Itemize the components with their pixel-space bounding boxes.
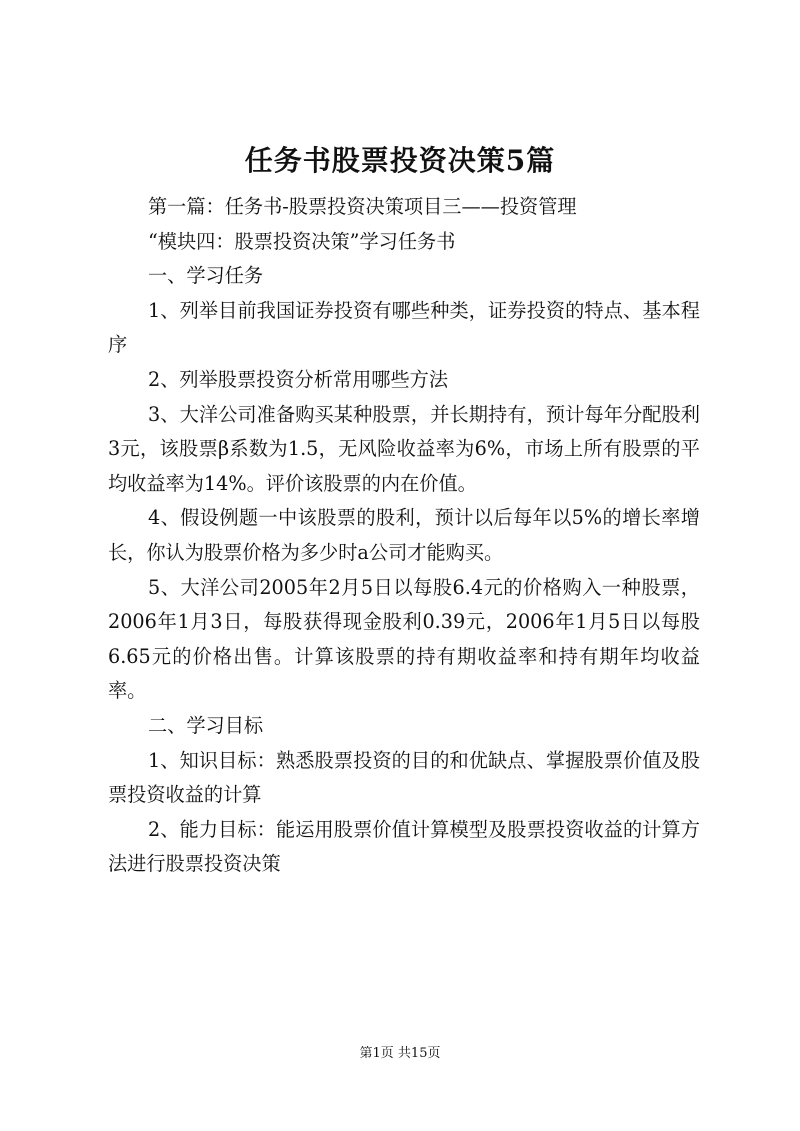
paragraph: 第一篇：任务书-股票投资决策项目三——投资管理 <box>148 195 577 218</box>
paragraph: 4、假设例题一中该股票的股利，预计以后每年以5%的增长率增长，你认为股票价格为多少时a公司才能购买。 <box>108 506 700 564</box>
document-body <box>108 190 700 882</box>
paragraph: “模块四：股票投资决策”学习任务书 <box>148 229 456 253</box>
paragraph: 3、大洋公司准备购买某种股票，并长期持有，预计每年分配股利3元，该股票β系数为1.5，无风险收益率为6%，市场上所有股票的平均收益率为14%。评价该股票的内在价值。 <box>108 402 700 495</box>
page-footer: 第1页 共15页 <box>359 1046 441 1061</box>
paragraph: 1、知识目标：熟悉股票投资的目的和优缺点、掌握股票价值及股票投资收益的计算 <box>108 748 700 807</box>
paragraph: 一、学习任务 <box>148 264 264 288</box>
paragraph: 1、列举目前我国证券投资有哪些种类，证券投资的特点、基本程序 <box>108 298 700 357</box>
paragraph: 2、能力目标：能运用股票价值计算模型及股票投资收益的计算方法进行股票投资决策 <box>108 817 700 876</box>
paragraph: 2、列举股票投资分析常用哪些方法 <box>148 367 449 391</box>
paragraph: 5、大洋公司2005年2月5日以每股6.4元的价格购入一种股票，2006年1月3日，每股获得现金股利0.39元，2006年1月5日以每股6.65元的价格出售。计算该股票的持有期收益率和持有期年均收益率。 <box>108 575 700 703</box>
paragraph: 二、学习目标 <box>148 713 264 737</box>
document-title: 任务书股票投资决策5篇 <box>244 144 556 177</box>
